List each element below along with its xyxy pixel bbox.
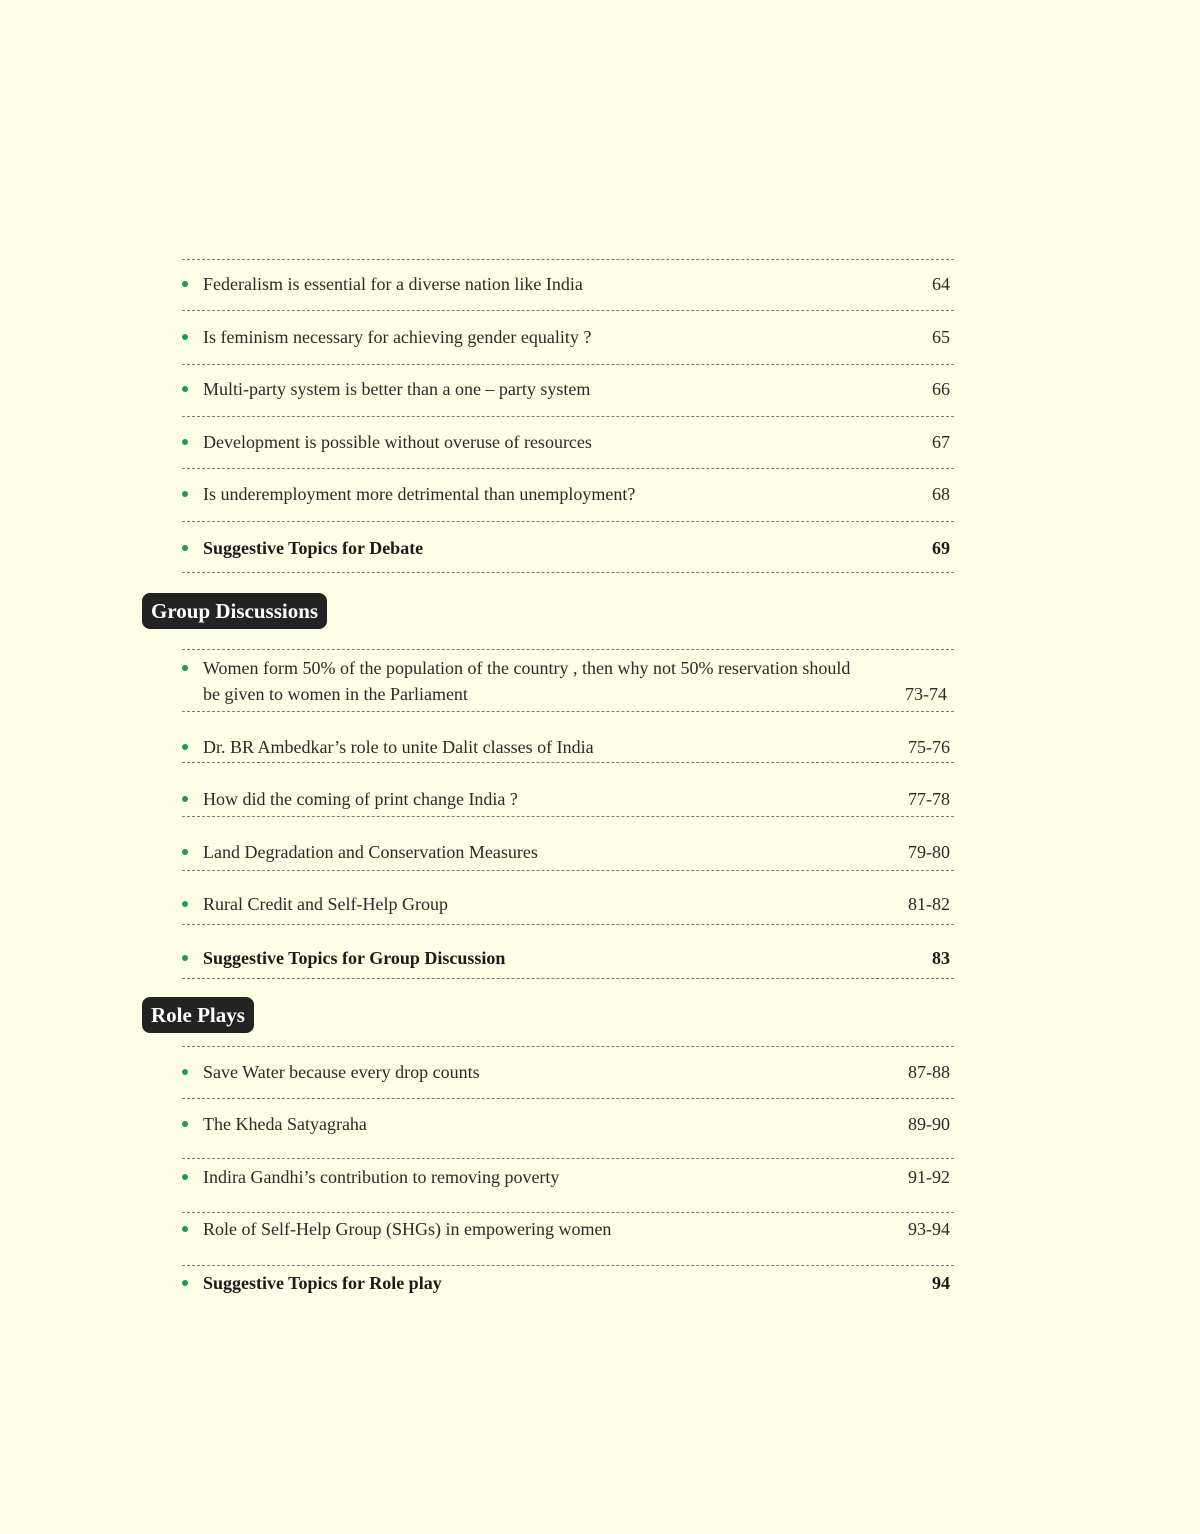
- dashed-divider: [182, 1098, 954, 1099]
- toc-entry-title: Dr. BR Ambedkar’s role to unite Dalit classes of India: [203, 737, 594, 757]
- bullet-icon: [182, 439, 188, 445]
- toc-entry-page: 68: [932, 484, 950, 504]
- toc-entry-page: 87-88: [908, 1062, 950, 1082]
- dashed-divider: [182, 364, 954, 365]
- dashed-divider: [182, 816, 954, 817]
- toc-entry-title: Women form 50% of the population of the country , then why not 50% reservation should be given to women in the Parliament: [203, 658, 851, 704]
- dashed-divider: [182, 649, 954, 650]
- toc-entry-page: 64: [932, 274, 950, 294]
- toc-entry-title: Suggestive Topics for Debate: [203, 538, 424, 558]
- toc-entry-title: Is underemployment more detrimental than unemployment?: [203, 484, 636, 504]
- bullet-icon: [182, 744, 188, 750]
- toc-entry-title: Is feminism necessary for achieving gender equality ?: [203, 327, 592, 347]
- toc-entry-title: The Kheda Satyagraha: [203, 1114, 367, 1134]
- toc-entry-page: 93-94: [908, 1219, 950, 1239]
- toc-entry-title: Federalism is essential for a diverse nation like India: [203, 274, 583, 294]
- toc-entry-page: 65: [932, 327, 950, 347]
- section-heading-group-discussions: Group Discussions: [142, 593, 327, 629]
- toc-entry-page: 66: [932, 379, 950, 399]
- bullet-icon: [182, 545, 188, 551]
- bullet-icon: [182, 491, 188, 497]
- toc-entry-title: Save Water because every drop counts: [203, 1062, 480, 1082]
- toc-entry-page: 73-74: [905, 684, 947, 704]
- toc-entry-page: 79-80: [908, 842, 950, 862]
- toc-entry-page: 81-82: [908, 894, 950, 914]
- dashed-divider: [182, 521, 954, 522]
- toc-entry-page: 83: [932, 948, 950, 968]
- bullet-icon: [182, 955, 188, 961]
- dashed-divider: [182, 1046, 954, 1047]
- dashed-divider: [182, 711, 954, 712]
- dashed-divider: [182, 924, 954, 925]
- toc-entry-title: Multi-party system is better than a one – party system: [203, 379, 591, 399]
- toc-entry-title: Development is possible without overuse of resources: [203, 432, 592, 452]
- bullet-icon: [182, 1226, 188, 1232]
- dashed-divider: [182, 1265, 954, 1266]
- bullet-icon: [182, 1069, 188, 1075]
- dashed-divider: [182, 416, 954, 417]
- dashed-divider: [182, 1212, 954, 1213]
- dashed-divider: [182, 468, 954, 469]
- toc-entry-title: Suggestive Topics for Group Discussion: [203, 948, 506, 968]
- toc-entry-page: 69: [932, 538, 950, 558]
- bullet-icon: [182, 901, 188, 907]
- toc-entry-page: 89-90: [908, 1114, 950, 1134]
- toc-entry-title: Role of Self-Help Group (SHGs) in empowering women: [203, 1219, 612, 1239]
- bullet-icon: [182, 796, 188, 802]
- dashed-divider: [182, 310, 954, 311]
- bullet-icon: [182, 665, 188, 671]
- toc-entry-title: Indira Gandhi’s contribution to removing poverty: [203, 1167, 560, 1187]
- bullet-icon: [182, 1174, 188, 1180]
- toc-entry-page: 77-78: [908, 789, 950, 809]
- dashed-divider: [182, 259, 954, 260]
- bullet-icon: [182, 849, 188, 855]
- dashed-divider: [182, 978, 954, 979]
- toc-entry-women-reservation[interactable]: [182, 655, 950, 707]
- dashed-divider: [182, 572, 954, 573]
- dashed-divider: [182, 870, 954, 871]
- toc-entry-page: 67: [932, 432, 950, 452]
- toc-entry-title: How did the coming of print change India ?: [203, 789, 518, 809]
- bullet-icon: [182, 334, 188, 340]
- toc-entry-page: 75-76: [908, 737, 950, 757]
- toc-entry-title: Rural Credit and Self-Help Group: [203, 894, 448, 914]
- bullet-icon: [182, 1121, 188, 1127]
- dashed-divider: [182, 1158, 954, 1159]
- bullet-icon: [182, 1280, 188, 1286]
- bullet-icon: [182, 386, 188, 392]
- toc-entry-page: 94: [932, 1273, 950, 1293]
- toc-entry-title: Land Degradation and Conservation Measures: [203, 842, 538, 862]
- dashed-divider: [182, 762, 954, 763]
- toc-entry-title: Suggestive Topics for Role play: [203, 1273, 442, 1293]
- bullet-icon: [182, 281, 188, 287]
- toc-entry-page: 91-92: [908, 1167, 950, 1187]
- section-heading-role-plays: Role Plays: [142, 997, 254, 1033]
